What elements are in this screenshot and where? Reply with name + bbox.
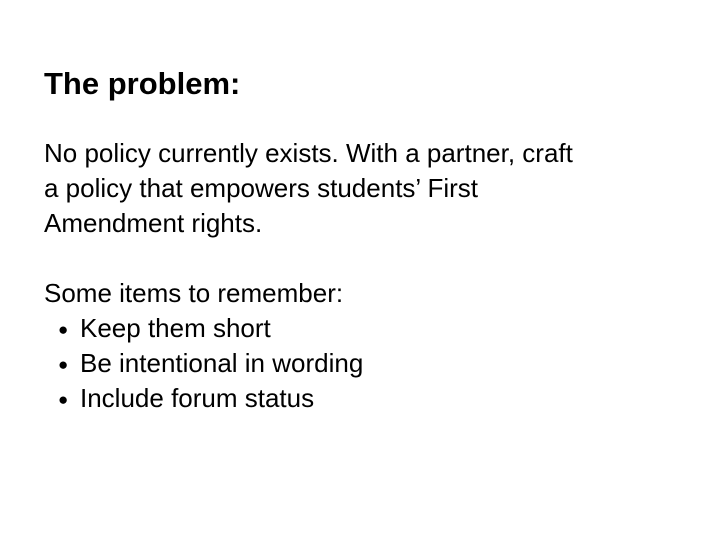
bullet-icon: ●	[58, 390, 69, 409]
intro-paragraph	[44, 136, 684, 241]
bullet-item	[58, 381, 684, 416]
bullet-text: Include forum status	[80, 383, 315, 413]
bullet-item	[58, 346, 684, 381]
intro-line: No policy currently exists. With a partner, craft	[44, 138, 573, 168]
slide-body	[44, 136, 684, 416]
bullet-icon: ●	[58, 355, 69, 374]
bullet-item	[58, 311, 684, 346]
slide-title: The problem:	[44, 66, 241, 101]
intro-line: a policy that empowers students’ First	[44, 173, 478, 203]
list-heading: Some items to remember:	[44, 278, 344, 308]
bullet-list	[44, 311, 684, 416]
bullet-text: Be intentional in wording	[80, 348, 364, 378]
intro-line: Amendment rights.	[44, 208, 263, 238]
bullet-text: Keep them short	[80, 313, 271, 343]
reminder-section	[44, 276, 684, 416]
bullet-icon: ●	[58, 320, 69, 339]
